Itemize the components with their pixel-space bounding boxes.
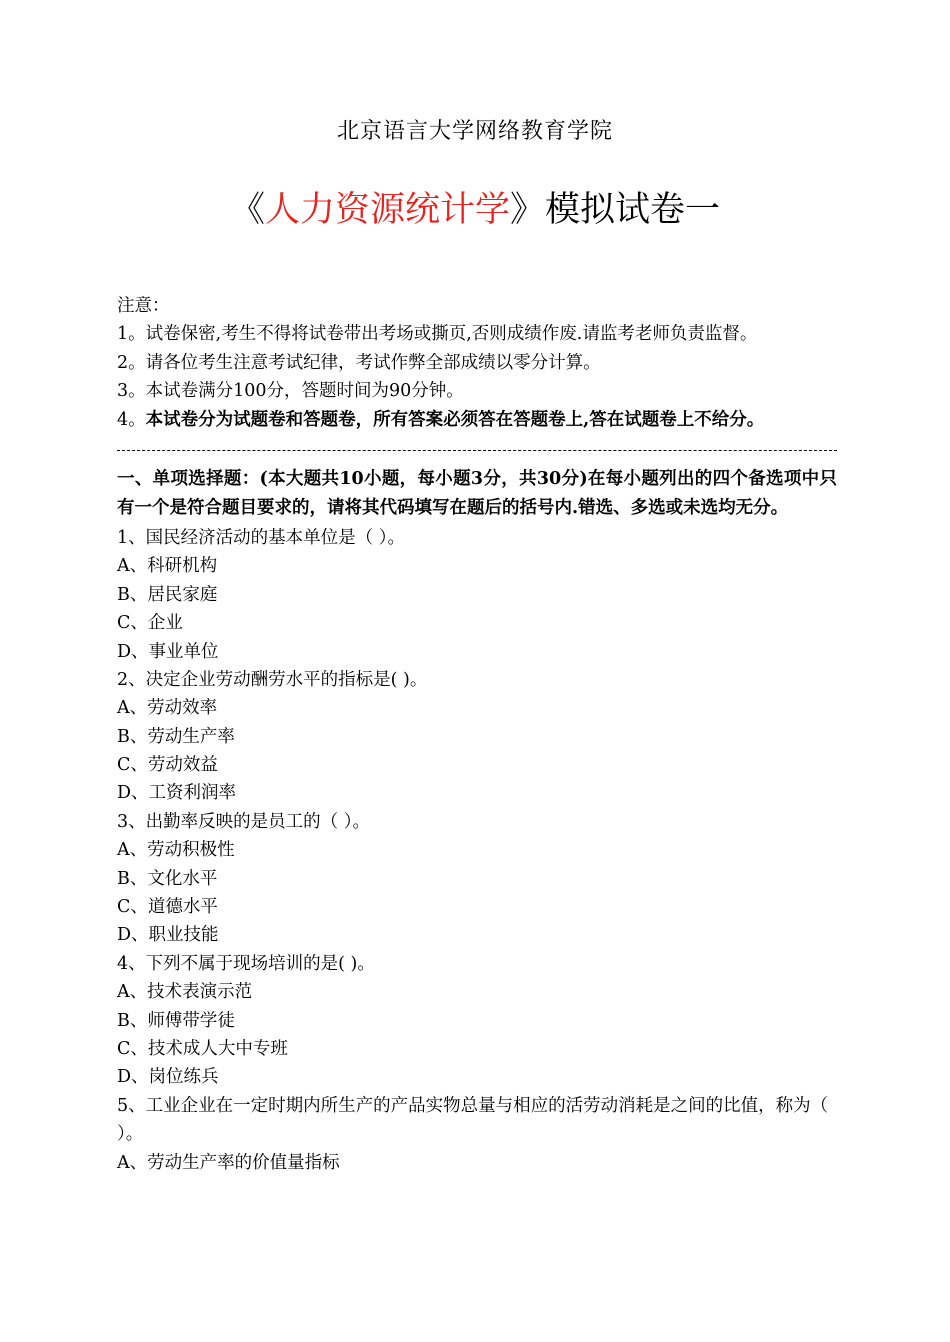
option-a: A、技术表演示范 bbox=[117, 982, 253, 1003]
notice-item-3: 3。本试卷满分100分，答题时间为90分钟。 bbox=[117, 381, 464, 402]
question-stem: 2、决定企业劳动酬劳水平的指标是( )。 bbox=[117, 669, 428, 690]
option-b: B、居民家庭 bbox=[117, 584, 218, 605]
option-d: D、工资利润率 bbox=[117, 783, 237, 804]
question-stem: 5、工业企业在一定时期内所生产的产品实物总量与相应的活劳动消耗是之间的比值，称为（ ）。 bbox=[117, 1095, 829, 1145]
title-suffix: 》模拟试卷一 bbox=[510, 190, 721, 230]
option-b: B、劳动生产率 bbox=[117, 726, 235, 747]
question-stem: 4、下列不属于现场培训的是( )。 bbox=[117, 953, 375, 974]
exam-title bbox=[0, 182, 950, 238]
option-c: C、企业 bbox=[117, 613, 183, 634]
question-stem: 1、国民经济活动的基本单位是（ ）。 bbox=[117, 527, 405, 548]
notice-item-4-text: 本试卷分为试题卷和答题卷，所有答案必须答在答题卷上,答在试题卷上不给分。 bbox=[145, 409, 765, 430]
notice-label: 注意： bbox=[117, 296, 170, 316]
question-2 bbox=[117, 666, 837, 808]
title-open-bracket: 《 bbox=[229, 190, 265, 230]
option-c: C、技术成人大中专班 bbox=[117, 1038, 288, 1059]
dashed-divider bbox=[117, 450, 837, 451]
option-a: A、劳动效率 bbox=[117, 698, 218, 719]
question-3 bbox=[117, 808, 837, 950]
notice-item-2: 2。请各位考生注意考试纪律，考试作弊全部成绩以零分计算。 bbox=[117, 352, 601, 373]
option-d: D、事业单位 bbox=[117, 641, 219, 662]
option-c: C、道德水平 bbox=[117, 897, 218, 918]
section-heading: 一、单项选择题：(本大题共10小题，每小题3分，共30分)在每小题列出的四个备选项中只有一个是符合题目要求的，请将其代码填写在题后的括号内.错选、多选或未选均无分。 bbox=[117, 468, 837, 518]
option-a: A、劳动积极性 bbox=[117, 840, 235, 861]
exam-content bbox=[117, 292, 837, 1177]
option-b: B、文化水平 bbox=[117, 868, 218, 889]
question-4 bbox=[117, 950, 837, 1092]
option-d: D、职业技能 bbox=[117, 925, 219, 946]
option-a: A、劳动生产率的价值量指标 bbox=[117, 1152, 340, 1173]
question-1 bbox=[117, 524, 837, 666]
option-d: D、岗位练兵 bbox=[117, 1067, 219, 1088]
institution-name: 北京语言大学网络教育学院 bbox=[336, 119, 613, 144]
notice-item-4 bbox=[117, 406, 837, 434]
notice-item-4-number: 4。 bbox=[117, 409, 146, 430]
question-stem: 3、出勤率反映的是员工的（ ）。 bbox=[117, 811, 370, 832]
option-a: A、科研机构 bbox=[117, 556, 218, 577]
question-5 bbox=[117, 1092, 837, 1177]
option-b: B、师傅带学徒 bbox=[117, 1010, 235, 1031]
option-c: C、劳动效益 bbox=[117, 755, 218, 776]
course-name: 人力资源统计学 bbox=[264, 190, 510, 230]
notice-item-1: 1。试卷保密,考生不得将试卷带出考场或撕页,否则成绩作废.请监考老师负责监督。 bbox=[117, 324, 758, 345]
